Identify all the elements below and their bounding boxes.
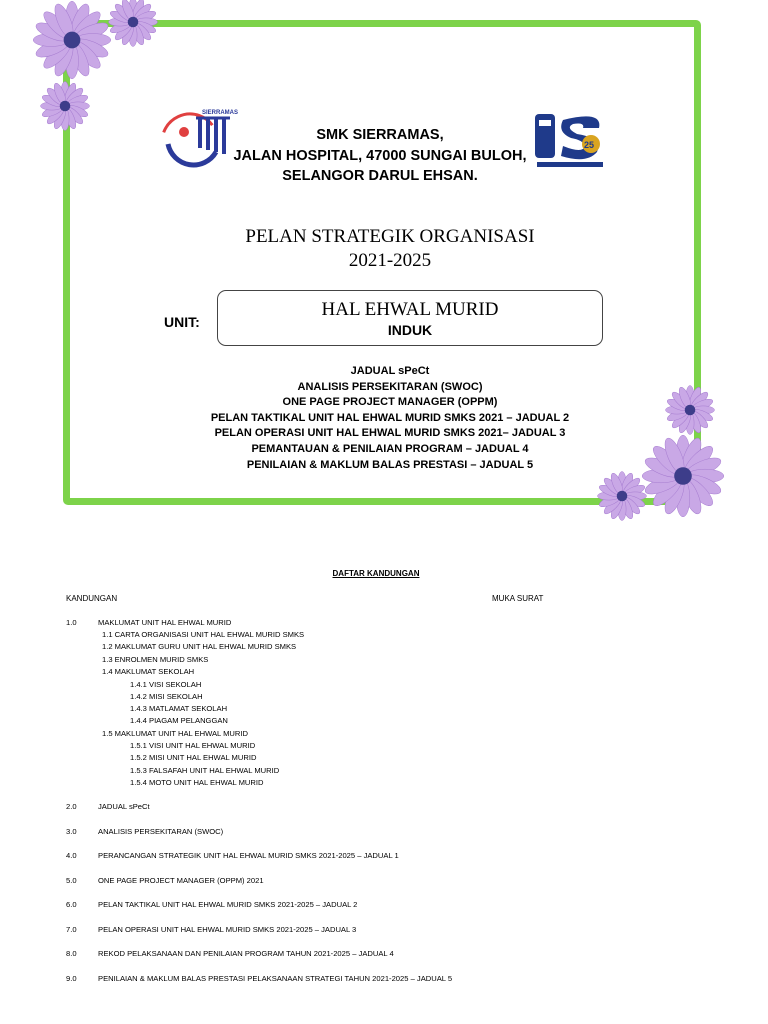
toc-column-page: MUKA SURAT [492,594,544,603]
plan-title-years: 2021-2025 [348,250,432,271]
plan-title-main: PELAN STRATEGIK ORGANISASI [245,226,535,247]
toc-entry: 1.1 CARTA ORGANISASI UNIT HAL EHWAL MURID SMKS [102,630,305,639]
toc-entry: MAKLUMAT UNIT HAL EHWAL MURID [98,618,232,627]
schedule-item: JADUAL sPeCt [350,365,430,377]
toc-entry: 1.4.1 VISI SEKOLAH [130,680,202,689]
toc-entry: 1.5.1 VISI UNIT HAL EHWAL MURID [130,741,256,750]
toc-entry: PERANCANGAN STRATEGIK UNIT HAL EHWAL MURID SMKS 2021-2025 – JADUAL 1 [98,851,399,860]
logo-number: 25 [584,140,595,150]
toc-entry: 1.4.4 PIAGAM PELANGGAN [130,716,228,725]
toc-entry: ONE PAGE PROJECT MANAGER (OPPM) 2021 [98,876,264,885]
toc-entry-number: 2.0 [66,802,77,811]
toc-entry-number: 4.0 [66,851,77,860]
toc-entry: 1.4.3 MATLAMAT SEKOLAH [130,704,228,713]
school-street: JALAN HOSPITAL, 47000 SUNGAI BULOH, [233,147,527,164]
schedule-item: PELAN TAKTIKAL UNIT HAL EHWAL MURID SMKS 2021 – JADUAL 2 [210,411,570,424]
toc-entry-number: 5.0 [66,876,77,885]
toc-entry: 1.4 MAKLUMAT SEKOLAH [102,667,195,676]
schedule-list [160,364,620,473]
toc-entry: PELAN OPERASI UNIT HAL EHWAL MURID SMKS 2021-2025 – JADUAL 3 [98,925,357,934]
toc-entry-number: 1.0 [66,618,77,627]
toc-entry: 1.5.3 FALSAFAH UNIT HAL EHWAL MURID [130,766,280,775]
flower-decoration [39,80,91,132]
toc-entry-number: 3.0 [66,827,77,836]
toc-entry: PENILAIAN & MAKLUM BALAS PRESTASI PELAKSANAAN STRATEGI TAHUN 2021-2025 – JADUAL 5 [98,974,453,983]
logo-wordmark: SIERRAMAS [202,110,239,116]
toc-entry-number: 8.0 [66,949,77,958]
toc-entry: ANALISIS PERSEKITARAN (SWOC) [98,827,224,836]
toc-entry: 1.5.2 MISI UNIT HAL EHWAL MURID [130,753,257,762]
toc-column-contents: KANDUNGAN [66,594,118,603]
schedule-item: PENILAIAN & MAKLUM BALAS PRESTASI – JADUAL 5 [246,458,534,471]
unit-name: HAL EHWAL MURID [321,299,499,320]
toc-entry-number: 6.0 [66,900,77,909]
flower-decoration [641,434,725,518]
schedule-item: PEMANTAUAN & PENILAIAN PROGRAM – JADUAL 4 [251,442,529,455]
toc-entry: JADUAL sPeCt [98,802,150,811]
toc-entry: 1.3 ENROLMEN MURID SMKS [102,655,209,664]
toc-entry: REKOD PELAKSANAAN DAN PENILAIAN PROGRAM TAHUN 2021-2025 – JADUAL 4 [98,949,394,958]
school-name: SMK SIERRAMAS, [316,127,444,143]
unit-sub: INDUK [387,322,433,338]
toc-entry: PELAN TAKTIKAL UNIT HAL EHWAL MURID SMKS 2021-2025 – JADUAL 2 [98,900,358,909]
school-address [220,125,540,187]
unit-label: UNIT: [164,314,200,330]
flower-decoration [664,384,716,436]
plan-title [180,225,600,273]
toc-entry: 1.2 MAKLUMAT GURU UNIT HAL EHWAL MURID SMKS [102,642,297,651]
flower-decoration [107,0,159,48]
schedule-item: PELAN OPERASI UNIT HAL EHWAL MURID SMKS 2021– JADUAL 3 [214,427,566,440]
schedule-item: ONE PAGE PROJECT MANAGER (OPPM) [282,396,498,409]
flower-decoration [32,0,112,80]
flower-decoration [596,470,648,522]
schedule-item: ANALISIS PERSEKITARAN (SWOC) [297,380,483,393]
toc-title: DAFTAR KANDUNGAN [332,569,420,578]
toc-entry-number: 9.0 [66,974,77,983]
toc-entry: 1.4.2 MISI SEKOLAH [130,692,203,701]
toc-entry: 1.5.4 MOTO UNIT HAL EHWAL MURID [130,778,264,787]
toc-entry-number: 7.0 [66,925,77,934]
unit-box [217,290,603,346]
toc-entry: 1.5 MAKLUMAT UNIT HAL EHWAL MURID [102,729,248,738]
school-state: SELANGOR DARUL EHSAN. [282,168,478,184]
program-logo [533,110,607,170]
